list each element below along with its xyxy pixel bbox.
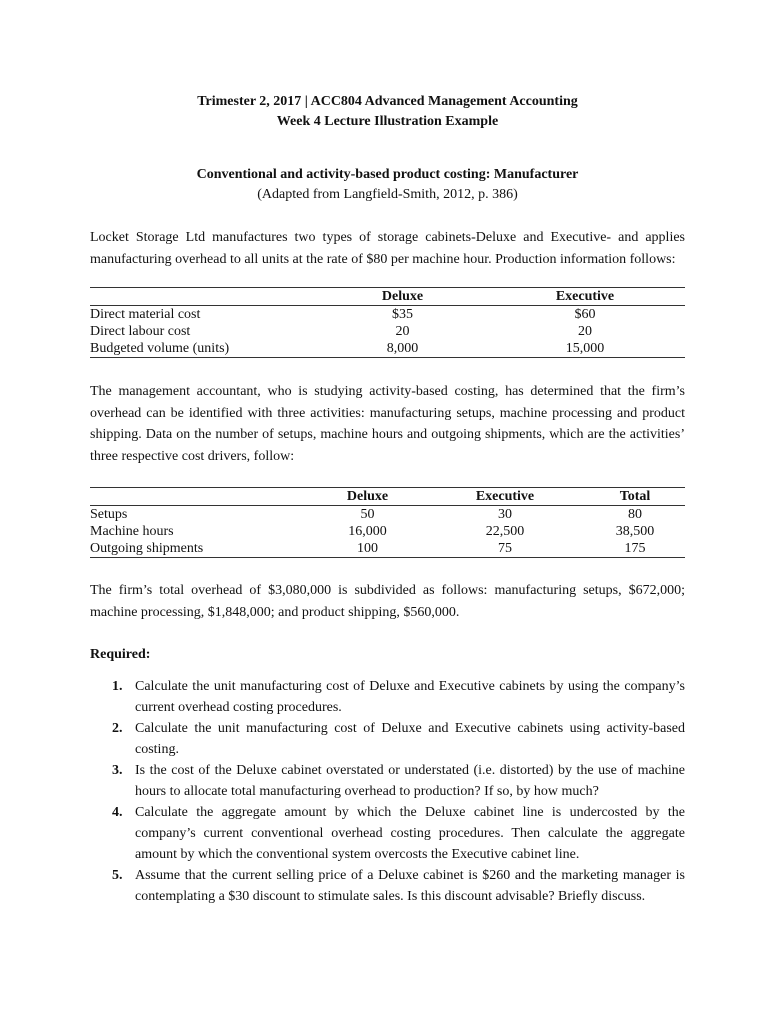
table-header-row	[90, 488, 685, 506]
question-text: Calculate the unit manufacturing cost of Deluxe and Executive cabinets using activity-based costing.	[135, 721, 685, 757]
lecture-header: Week 4 Lecture Illustration Example	[276, 114, 499, 129]
table-header-cell: Total	[585, 488, 685, 506]
required-heading: Required:	[90, 647, 151, 662]
activities-paragraph: The management accountant, who is studying activity-based costing, has determined that the firm’s overhead can be identified with three activities: manufacturing setups, machine processing and product shipping. Data on the number of setups, machine hours and outgoing shipments, which are the activities’ three respective cost drivers, follow:	[90, 384, 685, 464]
question-text: Is the cost of the Deluxe cabinet overstated or understated (i.e. distorted) by the use of machine hours to allocate total manufacturing overhead to production? If so, by how much?	[135, 763, 685, 799]
table-header-cell: Executive	[425, 488, 585, 506]
overhead-paragraph: The firm’s total overhead of $3,080,000 is subdivided as follows: manufacturing setups, $672,000; machine processing, $1,848,000; and product shipping, $560,000.	[90, 583, 685, 620]
questions-list	[90, 676, 685, 907]
question-number: 1.	[112, 679, 123, 694]
table-cell: Setups	[90, 507, 128, 522]
table-header-cell: Deluxe	[320, 288, 485, 306]
table-cell: Machine hours	[90, 524, 174, 539]
document-page	[90, 0, 685, 907]
table-row	[90, 306, 685, 324]
list-item	[90, 865, 685, 907]
question-number: 3.	[112, 763, 123, 778]
section-source: (Adapted from Langfield-Smith, 2012, p. 386)	[257, 187, 518, 202]
question-text: Assume that the current selling price of a Deluxe cabinet is $260 and the marketing manager is contemplating a $30 discount to stimulate sales. Is this discount advisable? Briefly discuss.	[135, 868, 685, 904]
intro-paragraph: Locket Storage Ltd manufactures two types of storage cabinets-Deluxe and Executive- and applies manufacturing overhead to all units at the rate of $80 per machine hour. Production information follows:	[90, 230, 685, 267]
table-cell: 100	[310, 540, 425, 558]
table-cell: 175	[585, 540, 685, 558]
table-cell: Direct labour cost	[90, 324, 191, 339]
table-cell: 75	[425, 540, 585, 558]
table-cell: 20	[578, 324, 592, 339]
question-number: 2.	[112, 721, 123, 736]
course-header: Trimester 2, 2017 | ACC804 Advanced Management Accounting	[197, 94, 578, 109]
list-item	[90, 676, 685, 718]
table-row	[90, 323, 685, 340]
table-header-row	[90, 288, 685, 306]
activity-drivers-table	[90, 487, 685, 558]
table-cell: $35	[392, 307, 413, 322]
table-cell: 38,500	[615, 524, 655, 539]
table-cell: Outgoing shipments	[90, 540, 310, 558]
table-header-cell: Executive	[485, 288, 685, 306]
table-cell: 80	[628, 507, 642, 522]
table-cell: 8,000	[320, 340, 485, 358]
table-cell: Direct material cost	[90, 307, 201, 322]
table-cell: 20	[395, 324, 410, 339]
table-row	[90, 540, 685, 558]
list-item	[90, 760, 685, 802]
table-row	[90, 340, 685, 358]
table-cell: 30	[498, 507, 512, 522]
list-item	[90, 718, 685, 760]
table-cell: $60	[574, 307, 596, 322]
table-cell: 15,000	[485, 340, 685, 358]
table-row	[90, 506, 685, 524]
section-title: Conventional and activity-based product costing: Manufacturer	[196, 167, 579, 182]
list-item	[90, 802, 685, 865]
table-cell: 50	[360, 507, 375, 522]
table-cell: 16,000	[348, 524, 387, 539]
table-cell: Budgeted volume (units)	[90, 340, 320, 358]
production-info-table	[90, 287, 685, 358]
question-number: 4.	[112, 805, 123, 820]
table-row	[90, 523, 685, 540]
table-header-cell	[90, 288, 320, 306]
question-text: Calculate the unit manufacturing cost of Deluxe and Executive cabinets by using the company’s current overhead costing procedures.	[135, 679, 685, 715]
table-header-cell	[90, 488, 310, 506]
question-number: 5.	[112, 868, 123, 883]
table-header-cell: Deluxe	[310, 488, 425, 506]
table-cell: 22,500	[485, 524, 525, 539]
question-text: Calculate the aggregate amount by which the Deluxe cabinet line is undercosted by the company’s current conventional overhead costing procedures. Then calculate the aggregate amount by which the conventional system overcosts the Executive cabinet line.	[135, 805, 685, 862]
